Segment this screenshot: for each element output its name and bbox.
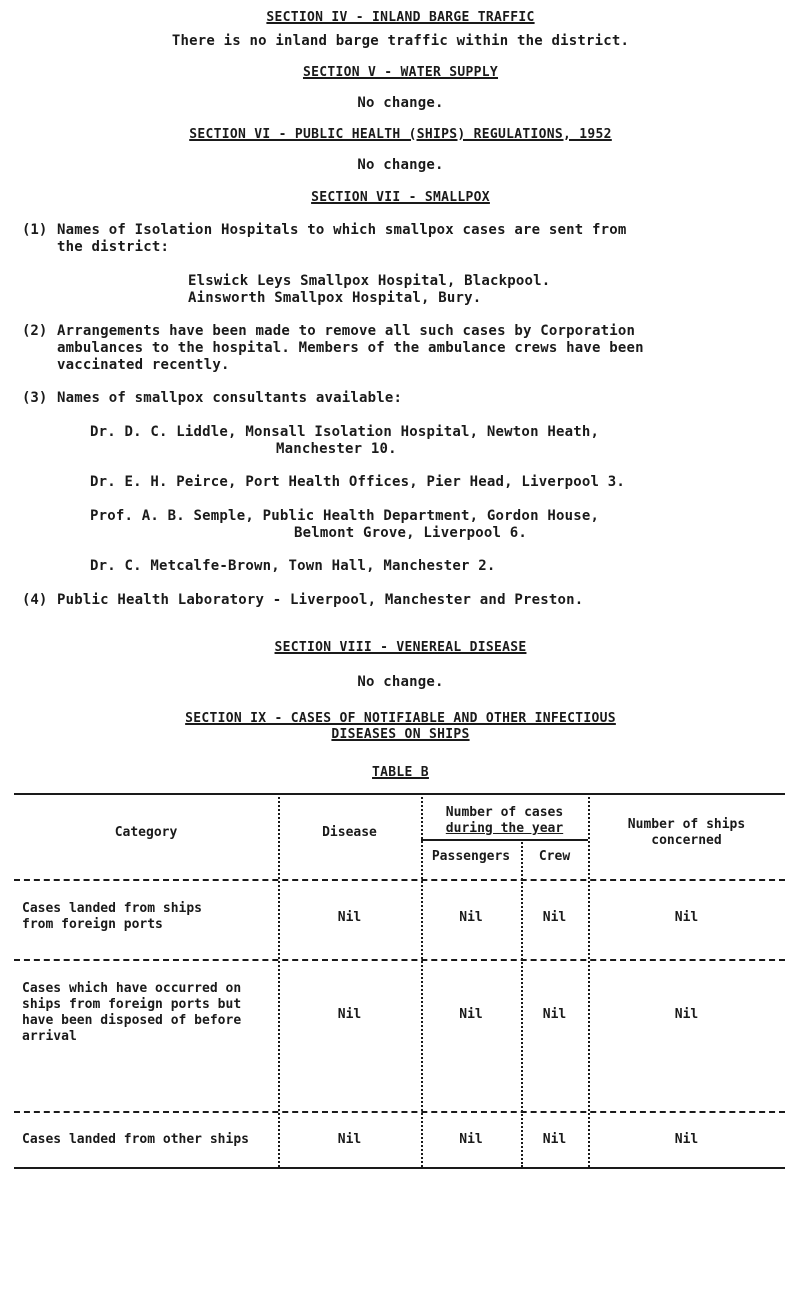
table-header-rule: [14, 879, 785, 881]
section-8-text: No change.: [357, 674, 444, 690]
section-6-heading: SECTION VI - PUBLIC HEALTH (SHIPS) REGULATIONS, 1952: [189, 127, 612, 142]
table-bottom-rule: [14, 1167, 785, 1169]
row-2-category-line-4: arrival: [22, 1029, 77, 1044]
item-3-number: (3): [22, 390, 48, 406]
row-2-category-line-2: ships from foreign ports but: [22, 997, 242, 1012]
item-2-line-1: Arrangements have been made to remove all such cases by Corporation: [57, 323, 636, 339]
row-3-disease: Nil: [337, 1132, 362, 1147]
consultant-metcalfe-brown: Dr. C. Metcalfe-Brown, Town Hall, Manchester 2.: [90, 558, 496, 574]
row-2-ships: Nil: [674, 1007, 699, 1022]
section-4-text: There is no inland barge traffic within the district.: [171, 33, 630, 49]
row-2-category-line-1: Cases which have occurred on: [22, 981, 242, 996]
item-1-number: (1): [22, 222, 48, 238]
section-6-text: No change.: [357, 157, 444, 173]
row-2-crew: Nil: [542, 1007, 567, 1022]
table-top-rule: [14, 793, 785, 795]
hospital-elswick: Elswick Leys Smallpox Hospital, Blackpool.: [188, 273, 551, 289]
section-8-heading: SECTION VIII - VENEREAL DISEASE: [274, 640, 527, 655]
consultant-peirce: Dr. E. H. Peirce, Port Health Offices, Pier Head, Liverpool 3.: [90, 474, 625, 490]
consultant-semple-line-2: Belmont Grove, Liverpool 6.: [294, 525, 527, 541]
hospital-ainsworth: Ainsworth Smallpox Hospital, Bury.: [188, 290, 482, 306]
section-9-heading-line-1: SECTION IX - CASES OF NOTIFIABLE AND OTHER INFECTIOUS: [185, 711, 616, 726]
header-passengers: Passengers: [431, 849, 511, 864]
header-crew: Crew: [538, 849, 571, 864]
header-ships-line-2: concerned: [651, 833, 722, 848]
cases-subheader-rule: [421, 839, 588, 841]
table-title: TABLE B: [372, 765, 429, 780]
item-2-line-2: ambulances to the hospital. Members of the ambulance crews have been: [57, 340, 644, 356]
section-7-heading: SECTION VII - SMALLPOX: [311, 190, 490, 205]
item-3-line-1: Names of smallpox consultants available:: [57, 390, 403, 406]
col-rule-1: [278, 793, 280, 1167]
row-1-category-line-2: from foreign ports: [22, 917, 163, 932]
header-category: Category: [114, 825, 178, 840]
consultant-liddle-line-1: Dr. D. C. Liddle, Monsall Isolation Hospital, Newton Heath,: [90, 424, 600, 440]
table-row-2-rule: [14, 1111, 785, 1113]
row-1-category-line-1: Cases landed from ships: [22, 901, 203, 916]
header-cases-line-2: during the year: [445, 821, 564, 836]
item-1-line-1: Names of Isolation Hospitals to which smallpox cases are sent from: [57, 222, 627, 238]
item-2-number: (2): [22, 323, 48, 339]
table-b: [14, 789, 785, 1175]
row-3-passengers: Nil: [459, 1132, 483, 1147]
item-1-line-2: the district:: [57, 239, 170, 255]
row-3-crew: Nil: [542, 1132, 567, 1147]
item-2-line-3: vaccinated recently.: [57, 357, 230, 373]
col-rule-3: [521, 839, 523, 1167]
consultant-semple-line-1: Prof. A. B. Semple, Public Health Department, Gordon House,: [90, 508, 600, 524]
row-2-passengers: Nil: [459, 1007, 483, 1022]
row-3-category-line-1: Cases landed from other ships: [22, 1132, 249, 1147]
row-1-disease: Nil: [337, 910, 362, 925]
item-4-line-1: Public Health Laboratory - Liverpool, Manchester and Preston.: [57, 592, 584, 608]
header-cases-line-1: Number of cases: [445, 805, 564, 820]
col-rule-4: [588, 793, 590, 1167]
section-9-heading-line-2: DISEASES ON SHIPS: [331, 727, 470, 742]
section-5-text: No change.: [357, 95, 444, 111]
consultant-liddle-line-2: Manchester 10.: [276, 441, 397, 457]
section-4-heading: SECTION IV - INLAND BARGE TRAFFIC: [266, 10, 535, 25]
row-2-disease: Nil: [337, 1007, 362, 1022]
header-ships-line-1: Number of ships: [627, 817, 746, 832]
section-5-heading: SECTION V - WATER SUPPLY: [302, 65, 499, 80]
row-3-ships: Nil: [674, 1132, 699, 1147]
row-1-ships: Nil: [674, 910, 699, 925]
row-2-category-line-3: have been disposed of before: [22, 1013, 242, 1028]
header-disease: Disease: [322, 825, 377, 840]
table-row-1-rule: [14, 959, 785, 961]
row-1-crew: Nil: [542, 910, 567, 925]
item-4-number: (4): [22, 592, 48, 608]
row-1-passengers: Nil: [459, 910, 483, 925]
